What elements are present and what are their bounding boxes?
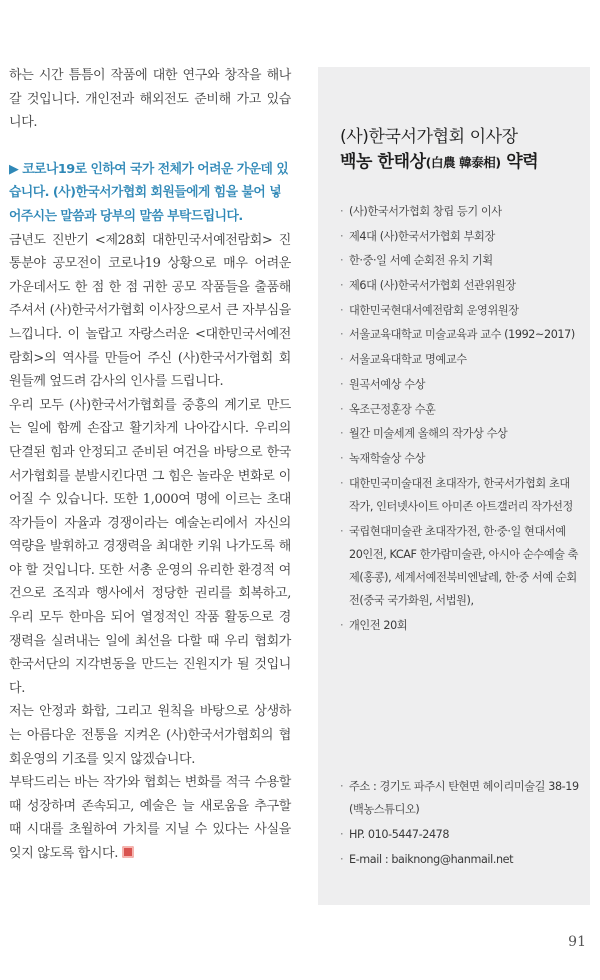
career-list xyxy=(340,200,580,639)
answer-paragraph-4 xyxy=(9,771,291,865)
sidebar-title-line1: (사)한국서가협회 이사장 xyxy=(340,127,518,147)
intro-paragraph: 하는 시간 틈틈이 작품에 대한 연구와 창작을 해나갈 것입니다. 개인전과 해외전도 준비해 가고 있습니다. xyxy=(9,68,291,131)
contact-item: · HP. 010-5447-2478 xyxy=(340,823,580,846)
career-item: · 옥조근정훈장 수훈 xyxy=(340,398,580,421)
career-item: · 서울교육대학교 명예교수 xyxy=(340,348,580,371)
career-item: · 월간 미술세계 올해의 작가상 수상 xyxy=(340,422,580,445)
contact-item: · E-mail : baiknong@hanmail.net xyxy=(340,848,580,871)
sidebar-title xyxy=(340,125,538,175)
sidebar-name: 백농 한태상 xyxy=(340,152,426,172)
career-item: · 대한민국미술대전 초대작가, 한국서가협회 초대작가, 인터넷사이트 아미존 아트갤러리 작가선정 xyxy=(340,472,580,519)
career-item: · 제6대 (사)한국서가협회 선관위원장 xyxy=(340,274,580,297)
career-item: · 원곡서예상 수상 xyxy=(340,373,580,396)
answer-paragraph-3: 저는 안정과 화합, 그리고 원칙을 바탕으로 상생하는 아름다운 전통을 지켜온 (사)한국서가협회의 협회운영의 기조를 잊지 않겠습니다. xyxy=(9,704,291,767)
sidebar-hanja: (白農 韓泰相) xyxy=(425,155,501,170)
seal-stamp-icon xyxy=(122,846,134,858)
career-item: · 녹재학술상 수상 xyxy=(340,447,580,470)
answer-paragraph-2: 우리 모두 (사)한국서가협회를 중흥의 계기로 만드는 일에 함께 손잡고 활기차게 나아갑시다. 우리의 단결된 힘과 안정되고 준비된 여건을 바탕으로 한국서가협회를 분발시킨다면 그 힘은 놀라운 변화로 이어질 수 있습니다. 또한 1,000여 명에 이르는 초대작가들이 자율과 경쟁이라는 예술논리에서 자신의 역량을 발휘하고 경쟁력을 최대한 키워 나가도록 해야 할 것입니다. 또한 서총 운영의 유리한 환경적 여건으로 조직과 행사에서 정당한 권리를 회복하고, 우리 모두 한마음 되어 열정적인 작품 활동으로 경쟁력을 실려내는 일에 최선을 다할 때 우리 협회가 한국서단의 지각변동을 만드는 진원지가 될 것입니다. xyxy=(9,397,291,696)
sidebar-title-line2 xyxy=(340,150,538,175)
career-item: · 대한민국현대서예전람회 운영위원장 xyxy=(340,299,580,322)
answer-paragraph-4-text: 부탁드리는 바는 작가와 협회는 변화를 적극 수용할 때 성장하며 존속되고, 예술은 늘 새로움을 추구할 때 시대를 초월하여 가치를 지닐 수 있다는 사실을 잊지 않도록 합시다. xyxy=(9,775,291,861)
interview-question: ▶ 코로나19로 인하여 국가 전체가 어려운 가운데 있습니다. (사)한국서가협회 회원들에게 힘을 불어 넣어주시는 말씀과 당부의 말씀 부탁드립니다. xyxy=(9,161,289,224)
sidebar-title-suffix: 약력 xyxy=(500,152,539,172)
career-item: · 국립현대미술관 초대작가전, 한·중·일 현대서예 20인전, KCAF 한가람미술관, 아시아 순수예술 축제(홍콩), 세계서예전북비엔날레, 한·중 서예 순회전(중국 국가화원, 서법원), xyxy=(340,520,580,613)
career-item: · 제4대 (사)한국서가협회 부회장 xyxy=(340,225,580,248)
career-item: · 한·중·일 서예 순회전 유치 기획 xyxy=(340,249,580,272)
page-number: 91 xyxy=(568,934,586,950)
contact-list xyxy=(340,775,580,872)
article-column xyxy=(9,64,291,866)
contact-item: · 주소 : 경기도 파주시 탄현면 헤이리미술길 38-19 (백농스튜디오) xyxy=(340,775,580,822)
career-item: · (사)한국서가협회 창립 등기 이사 xyxy=(340,200,580,223)
career-item: · 개인전 20회 xyxy=(340,614,580,637)
answer-paragraph-1: 금년도 진반기 <제28회 대한민국서예전람회> 진통분야 공모전이 코로나19 상황으로 매우 어려운 가운데서도 한 점 한 점 귀한 공모 작품들을 출품해 주셔서 (사)한국서가협회 이사장으로서 큰 자부심을 느낍니다. 이 놀랍고 자랑스러운 <대한민국서예전람회>의 역사를 만들어 주신 (사)한국서가협회 회원들께 엎드려 감사의 인사를 드립니다. xyxy=(9,232,291,390)
biography-sidebar xyxy=(318,67,590,905)
career-item: · 서울교육대학교 미술교육과 교수 (1992~2017) xyxy=(340,323,580,346)
